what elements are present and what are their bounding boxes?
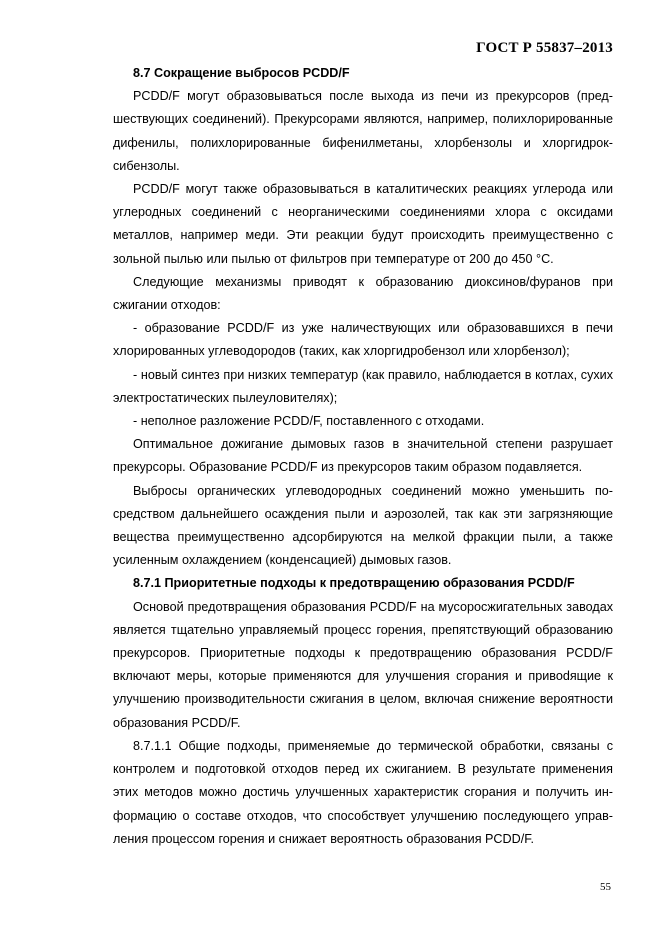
standard-header: ГОСТ Р 55837–2013 bbox=[476, 40, 613, 56]
paragraph: Следующие механизмы приводят к образованию диоксинов/фуранов при сжигании отходов: bbox=[113, 274, 613, 313]
list-item: - новый синтез при низких температур (как правило, наблюдается в котлах, сухих электростатических пылеуловителях); bbox=[113, 367, 613, 405]
paragraph: Оптимальное дожигание дымовых газов в значительной степени разрушает прекурсоры. Образование PCDD/F из прекурсоров таким образом подавляется. bbox=[113, 437, 613, 475]
paragraph: PCDD/F могут образовываться после выхода из печи из прекурсоров (предшествующих соединений). Прекурсорами являются, например, полихлорированные дифенилы, полихлорированные бифенилметаны, хлорбензолы и хлоргидроксибензолы. bbox=[113, 89, 613, 173]
paragraph: PCDD/F могут также образовываться в каталитических реакциях углерода или углеродных соединений с неорганическими соединениями хлора с оксидами металлов, например меди. Эти реакции будут происходить преимущественно с зольной пылью или пылью от фильтров при температуре от 200 до 450 °С. bbox=[113, 182, 613, 266]
subsection-heading: 8.7.1 Приоритетные подходы к предотвращению образования PCDD/F bbox=[133, 576, 575, 591]
page-number: 55 bbox=[600, 881, 611, 893]
list-item: - образование PCDD/F из уже наличествующих или образовавшихся в печи хлорированных углеводородов (таких, как хлоргидробензол или хлорбензол); bbox=[113, 321, 613, 359]
document-body bbox=[113, 62, 613, 851]
paragraph: 8.7.1.1 Общие подходы, применяемые до термической обработки, связаны с контролем и подготовкой отходов перед их сжиганием. В результате применения этих методов можно достичь улучшенных характеристик сгорания и получить информацию о составе отходов, что способствует улучшению последующего управления процессом горения и снижает вероятность образования PCDD/F. bbox=[113, 738, 613, 846]
list-item: - неполное разложение PCDD/F, поставленного с отходами. bbox=[133, 414, 485, 429]
section-heading: 8.7 Сокращение выбросов PCDD/F bbox=[133, 66, 350, 80]
paragraph: Основой предотвращения образования PCDD/F на мусоросжигательных заводах является тщательно управляемый процесс горения, препятствующий образованию прекурсоров. Приоритетные подходы к предотвращению образования PCDD/F включают меры, которые применяются для улучшения сгорания и привоdящие к улучшению производительности сжигания в целом, включая снижение вероятности образования PCDD/F. bbox=[113, 599, 613, 730]
paragraph: Выбросы органических углеводородных соединений можно уменьшить посредством дальнейшего осаждения пыли и аэрозолей, так как эти загрязняющие вещества преимущественно адсорбируются на мелкой фракции пыли, а также усиленным охлаждением (конденсацией) дымовых газов. bbox=[113, 483, 613, 568]
